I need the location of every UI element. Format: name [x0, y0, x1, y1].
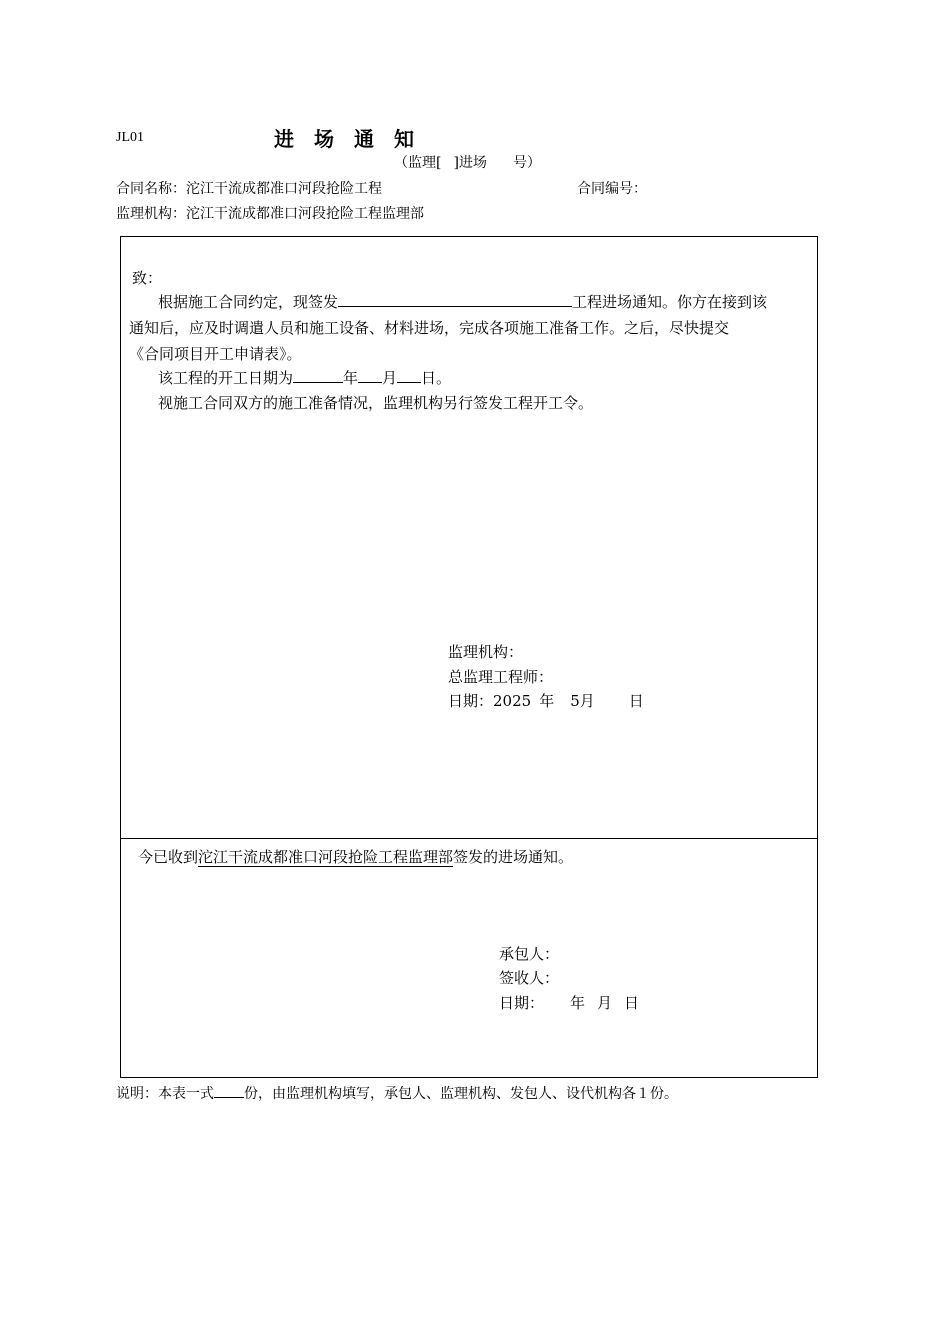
receipt-day: 日 — [624, 994, 640, 1012]
receipt-date — [499, 992, 639, 1013]
footer-note — [116, 1083, 678, 1103]
contract-name: 沱江干流成都准口河段抢险工程 — [186, 181, 382, 197]
page-title: 进场通知 — [274, 127, 434, 151]
sign-org-label: 监理机构： — [448, 643, 524, 661]
receiver-label: 签收人： — [499, 969, 560, 987]
contract-no-label: 合同编号： — [577, 181, 647, 197]
sign-engineer-label: 总监理工程师： — [448, 668, 554, 686]
sign-date-month: 5月 — [570, 692, 595, 710]
serial-middle: ]进场 — [453, 155, 487, 171]
copies-blank[interactable] — [214, 1083, 244, 1098]
sign-date — [448, 690, 644, 711]
sign-date-year-unit: 年 — [539, 692, 555, 710]
month-label: 月 — [382, 369, 398, 387]
note-start: 说明：本表一式 — [116, 1086, 214, 1102]
section-divider — [121, 838, 817, 839]
receipt-suffix: 签发的进场通知。 — [453, 848, 574, 866]
receipt-issuer: 沱江干流成都准口河段抢险工程监理部 — [198, 848, 454, 866]
start-date-line — [158, 367, 451, 388]
start-year-blank[interactable] — [293, 368, 343, 383]
p1-start: 根据施工合同约定，现签发 — [158, 293, 339, 311]
supervisor-row — [116, 203, 424, 223]
sign-date-day: 日 — [628, 692, 644, 710]
contract-name-label: 合同名称： — [116, 181, 186, 197]
supervisor-label: 监理机构： — [116, 206, 186, 222]
year-label: 年 — [343, 369, 359, 387]
p1-end: 工程进场通知。你方在接到该 — [572, 293, 768, 311]
contractor-label: 承包人： — [499, 945, 560, 963]
paragraph-3: 《合同项目开工申请表》。 — [129, 345, 302, 363]
start-day-blank[interactable] — [397, 368, 421, 383]
notice-form — [120, 236, 818, 1078]
project-name-blank[interactable] — [338, 292, 572, 307]
to-label: 致： — [132, 269, 163, 287]
paragraph-5: 视施工合同双方的施工准备情况，监理机构另行签发工程开工令。 — [158, 394, 594, 412]
serial-prefix: （监理[ — [394, 155, 442, 171]
serial-suffix: 号） — [512, 155, 541, 171]
sign-date-year: 2025 — [493, 692, 532, 710]
receipt-text — [138, 846, 573, 867]
form-code: JL01 — [116, 130, 144, 145]
serial-number — [394, 152, 541, 172]
contract-name-row — [116, 178, 382, 198]
day-label: 日。 — [421, 369, 452, 387]
start-date-label: 该工程的开工日期为 — [158, 369, 294, 387]
note-end: 份，由监理机构填写，承包人、监理机构、发包人、设代机构各１份。 — [244, 1086, 678, 1102]
receipt-prefix: 今已收到 — [138, 848, 199, 866]
receipt-month: 月 — [597, 994, 613, 1012]
start-month-blank[interactable] — [358, 368, 382, 383]
paragraph-1 — [158, 291, 767, 312]
receipt-year: 年 — [570, 994, 586, 1012]
supervisor-name: 沱江干流成都准口河段抢险工程监理部 — [186, 206, 424, 222]
sign-date-label: 日期： — [448, 692, 494, 710]
paragraph-2: 通知后，应及时调遣人员和施工设备、材料进场，完成各项施工准备工作。之后，尽快提交 — [129, 319, 730, 337]
receipt-date-label: 日期： — [499, 994, 545, 1012]
